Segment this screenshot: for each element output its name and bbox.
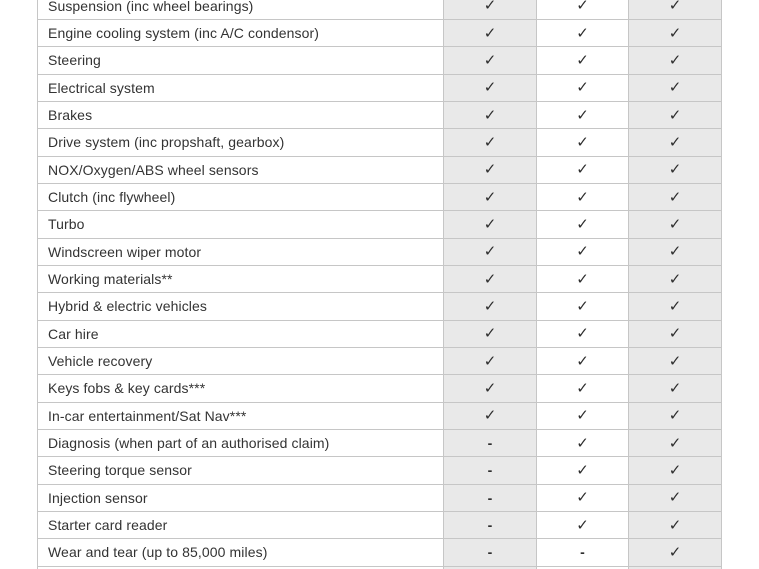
not-covered-mark: - (444, 511, 537, 538)
covered-check-mark: ✓ (629, 183, 722, 210)
covered-check-mark: ✓ (537, 74, 629, 101)
table-body (38, 0, 722, 569)
covered-check-mark: ✓ (629, 511, 722, 538)
row-label: Injection sensor (38, 484, 444, 511)
row-label: NOX/Oxygen/ABS wheel sensors (38, 156, 444, 183)
table-row (38, 0, 722, 20)
row-label: Suspension (inc wheel bearings) (38, 0, 444, 20)
covered-check-mark: ✓ (537, 129, 629, 156)
table-row (38, 74, 722, 101)
covered-check-mark: ✓ (537, 402, 629, 429)
covered-check-mark: ✓ (629, 238, 722, 265)
covered-check-mark: ✓ (629, 20, 722, 47)
table-row (38, 347, 722, 374)
table-row (38, 265, 722, 292)
table-row (38, 101, 722, 128)
covered-check-mark: ✓ (629, 156, 722, 183)
row-label: Steering torque sensor (38, 457, 444, 484)
row-label: In-car entertainment/Sat Nav*** (38, 402, 444, 429)
covered-check-mark: ✓ (444, 129, 537, 156)
covered-check-mark: ✓ (537, 320, 629, 347)
covered-check-mark: ✓ (629, 0, 722, 20)
covered-check-mark: ✓ (537, 429, 629, 456)
row-label: Diagnosis (when part of an authorised claim) (38, 429, 444, 456)
covered-check-mark: ✓ (444, 402, 537, 429)
row-label: Brakes (38, 101, 444, 128)
table-row (38, 47, 722, 74)
covered-check-mark: ✓ (537, 511, 629, 538)
covered-check-mark: ✓ (629, 484, 722, 511)
covered-check-mark: ✓ (444, 265, 537, 292)
table-row (38, 293, 722, 320)
covered-check-mark: ✓ (444, 211, 537, 238)
covered-check-mark: ✓ (629, 457, 722, 484)
covered-check-mark: ✓ (444, 47, 537, 74)
covered-check-mark: ✓ (537, 238, 629, 265)
covered-check-mark: ✓ (629, 429, 722, 456)
covered-check-mark: ✓ (629, 293, 722, 320)
covered-check-mark: ✓ (537, 347, 629, 374)
covered-check-mark: ✓ (537, 293, 629, 320)
row-label: Wear and tear (up to 85,000 miles) (38, 539, 444, 566)
covered-check-mark: ✓ (629, 347, 722, 374)
row-label: Starter card reader (38, 511, 444, 538)
covered-check-mark: ✓ (537, 47, 629, 74)
covered-check-mark: ✓ (629, 539, 722, 566)
table-row (38, 156, 722, 183)
covered-check-mark: ✓ (629, 129, 722, 156)
not-covered-mark: - (444, 457, 537, 484)
covered-check-mark: ✓ (444, 293, 537, 320)
table-row (38, 20, 722, 47)
table-row (38, 484, 722, 511)
covered-check-mark: ✓ (444, 347, 537, 374)
covered-check-mark: ✓ (444, 0, 537, 20)
covered-check-mark: ✓ (444, 320, 537, 347)
table-row (38, 375, 722, 402)
row-label: Electrical system (38, 74, 444, 101)
covered-check-mark: ✓ (629, 265, 722, 292)
not-covered-mark: - (444, 539, 537, 566)
covered-check-mark: ✓ (444, 156, 537, 183)
row-label: Drive system (inc propshaft, gearbox) (38, 129, 444, 156)
covered-check-mark: ✓ (629, 402, 722, 429)
covered-check-mark: ✓ (629, 74, 722, 101)
covered-check-mark: ✓ (537, 265, 629, 292)
table-row (38, 457, 722, 484)
covered-check-mark: ✓ (537, 0, 629, 20)
covered-check-mark: ✓ (537, 183, 629, 210)
row-label: Engine cooling system (inc A/C condensor) (38, 20, 444, 47)
table-row (38, 320, 722, 347)
covered-check-mark: ✓ (444, 238, 537, 265)
covered-check-mark: ✓ (444, 20, 537, 47)
covered-check-mark: ✓ (537, 156, 629, 183)
row-label: Working materials** (38, 265, 444, 292)
covered-check-mark: ✓ (537, 484, 629, 511)
not-covered-mark: - (537, 539, 629, 566)
covered-check-mark: ✓ (629, 211, 722, 238)
table-row (38, 129, 722, 156)
covered-check-mark: ✓ (444, 101, 537, 128)
row-label: Clutch (inc flywheel) (38, 183, 444, 210)
row-label: Vehicle recovery (38, 347, 444, 374)
table-row (38, 238, 722, 265)
coverage-comparison-table (37, 0, 722, 569)
covered-check-mark: ✓ (629, 47, 722, 74)
row-label: Steering (38, 47, 444, 74)
covered-check-mark: ✓ (444, 375, 537, 402)
row-label: Windscreen wiper motor (38, 238, 444, 265)
covered-check-mark: ✓ (537, 20, 629, 47)
table-row (38, 183, 722, 210)
table-row (38, 211, 722, 238)
row-label: Hybrid & electric vehicles (38, 293, 444, 320)
table-row (38, 539, 722, 566)
table-row (38, 429, 722, 456)
not-covered-mark: - (444, 429, 537, 456)
covered-check-mark: ✓ (537, 211, 629, 238)
table-row (38, 511, 722, 538)
covered-check-mark: ✓ (629, 320, 722, 347)
covered-check-mark: ✓ (629, 375, 722, 402)
covered-check-mark: ✓ (537, 375, 629, 402)
not-covered-mark: - (444, 484, 537, 511)
row-label: Keys fobs & key cards*** (38, 375, 444, 402)
covered-check-mark: ✓ (629, 101, 722, 128)
covered-check-mark: ✓ (537, 101, 629, 128)
covered-check-mark: ✓ (444, 74, 537, 101)
table-row (38, 402, 722, 429)
row-label: Car hire (38, 320, 444, 347)
covered-check-mark: ✓ (537, 457, 629, 484)
covered-check-mark: ✓ (444, 183, 537, 210)
row-label: Turbo (38, 211, 444, 238)
